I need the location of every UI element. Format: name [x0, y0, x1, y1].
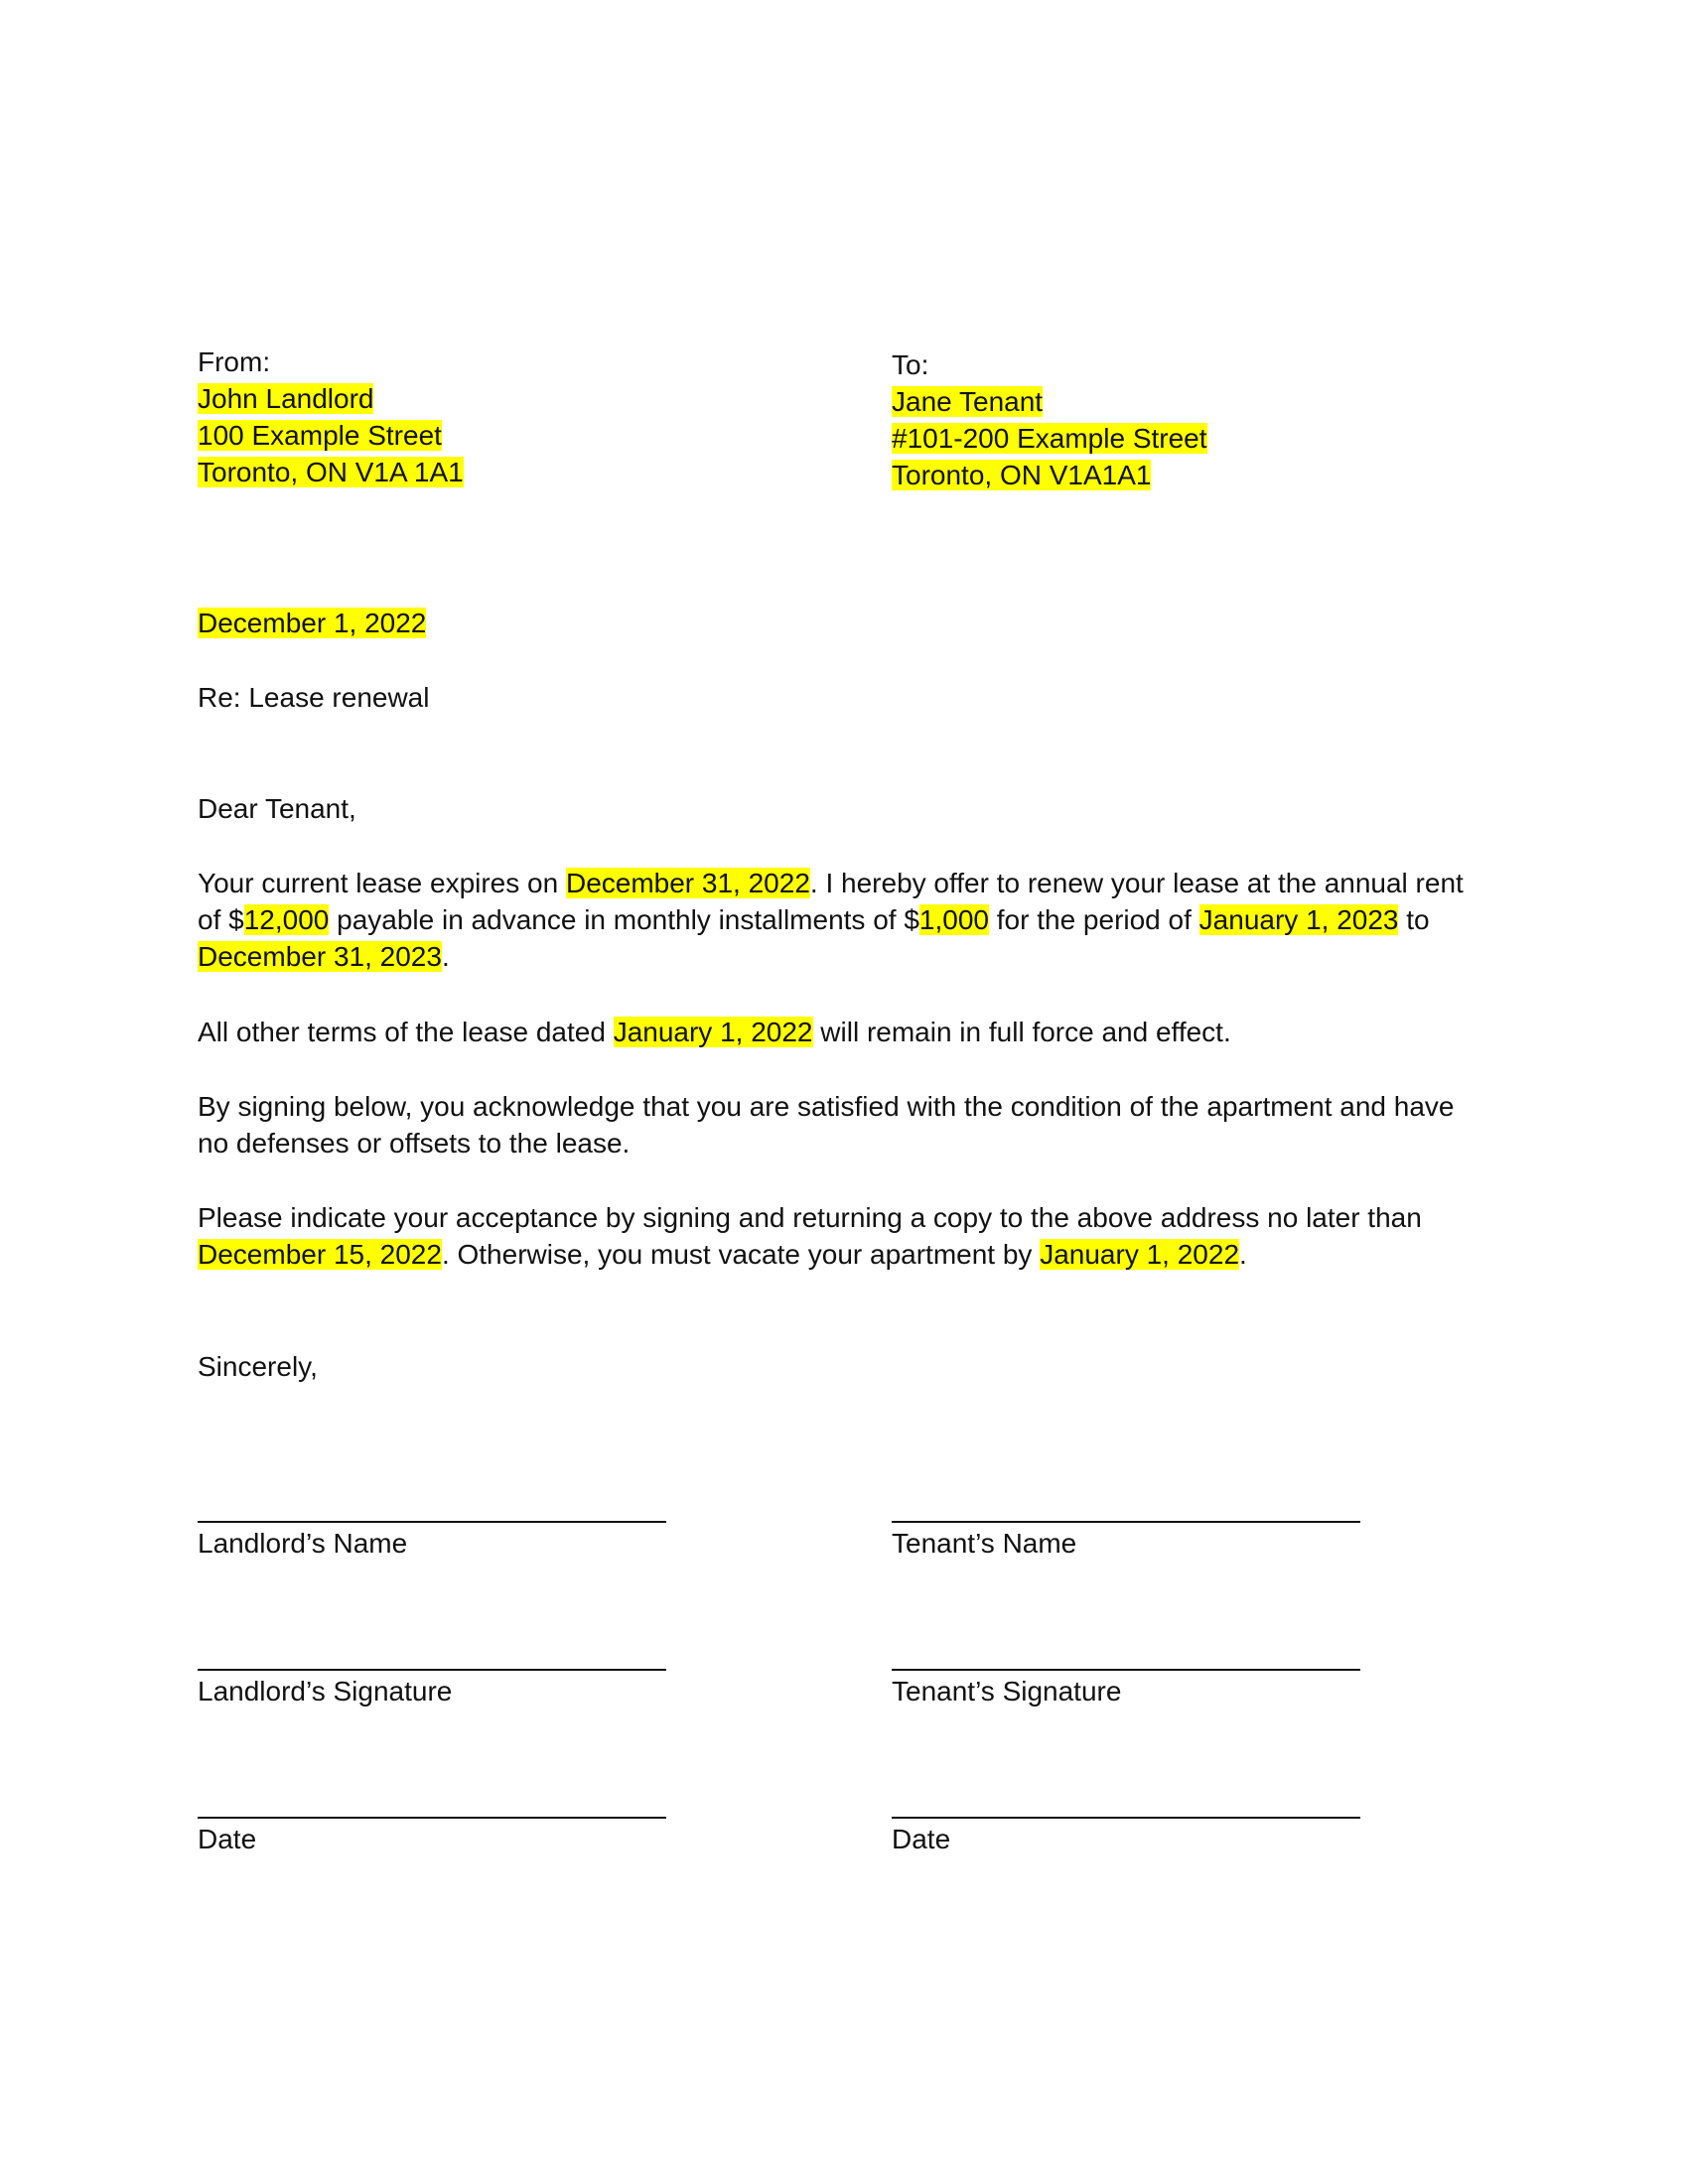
acceptance-text-1: Please indicate your acceptance by signing and returning a copy to the above address no later than	[198, 1202, 1422, 1233]
acceptance-text-2: . Otherwise, you must vacate your apartment by	[441, 1239, 1041, 1270]
salutation: Dear Tenant,	[198, 793, 356, 824]
offer-text-6: .	[441, 941, 450, 972]
offer-text-4: for the period of	[988, 904, 1199, 935]
tenant-name-line	[892, 1521, 1360, 1523]
tenant-date-line	[892, 1817, 1360, 1819]
tenant-date-label: Date	[892, 1824, 951, 1854]
offer-paragraph	[198, 865, 1488, 975]
acceptance-paragraph	[198, 1199, 1488, 1273]
sender-city: Toronto, ON V1A 1A1	[198, 457, 464, 487]
landlord-date-label: Date	[198, 1824, 257, 1854]
tenant-signature-line	[892, 1669, 1360, 1671]
vacate-date: January 1, 2022	[1040, 1239, 1240, 1270]
tenant-name-label: Tenant’s Name	[892, 1528, 1077, 1559]
recipient-address	[892, 346, 1207, 493]
sender-name: John Landlord	[198, 383, 374, 414]
letter-date-line	[198, 605, 426, 641]
offer-text-1: Your current lease expires on	[198, 868, 566, 898]
acceptance-text-3: .	[1239, 1239, 1247, 1270]
recipient-street: #101-200 Example Street	[892, 423, 1207, 454]
acknowledgement-paragraph: By signing below, you acknowledge that you are satisfied with the condition of the apartment and have no defenses or offsets to the lease.	[198, 1091, 1455, 1159]
landlord-name-label: Landlord’s Name	[198, 1528, 408, 1559]
landlord-date-line	[198, 1817, 666, 1819]
to-label: To:	[892, 349, 929, 380]
terms-paragraph	[198, 1014, 1488, 1050]
expiry-date: December 31, 2022	[565, 868, 810, 898]
terms-text-1: All other terms of the lease dated	[198, 1017, 614, 1047]
landlord-signature-label: Landlord’s Signature	[198, 1676, 453, 1706]
monthly-rent: 1,000	[918, 904, 989, 935]
period-start: January 1, 2023	[1198, 904, 1399, 935]
acceptance-deadline: December 15, 2022	[198, 1239, 442, 1270]
lease-date: January 1, 2022	[613, 1017, 813, 1047]
tenant-signature-label: Tenant’s Signature	[892, 1676, 1122, 1706]
recipient-name: Jane Tenant	[892, 386, 1044, 417]
annual-rent: 12,000	[243, 904, 330, 935]
closing: Sincerely,	[198, 1351, 318, 1382]
landlord-signature-line	[198, 1669, 666, 1671]
offer-text-5: to	[1398, 904, 1430, 935]
recipient-city: Toronto, ON V1A1A1	[892, 460, 1152, 490]
period-end: December 31, 2023	[198, 941, 442, 972]
offer-text-3: payable in advance in monthly installments of $	[329, 904, 919, 935]
subject-line: Re: Lease renewal	[198, 682, 430, 713]
sender-address	[198, 343, 464, 490]
from-label: From:	[198, 346, 271, 377]
sender-street: 100 Example Street	[198, 420, 442, 451]
offer-text-2: . I hereby offer to renew your lease at the annual rent of $	[198, 868, 1464, 935]
landlord-name-line	[198, 1521, 666, 1523]
terms-text-2: will remain in full force and effect.	[812, 1017, 1231, 1047]
letter-date: December 1, 2022	[198, 608, 427, 638]
